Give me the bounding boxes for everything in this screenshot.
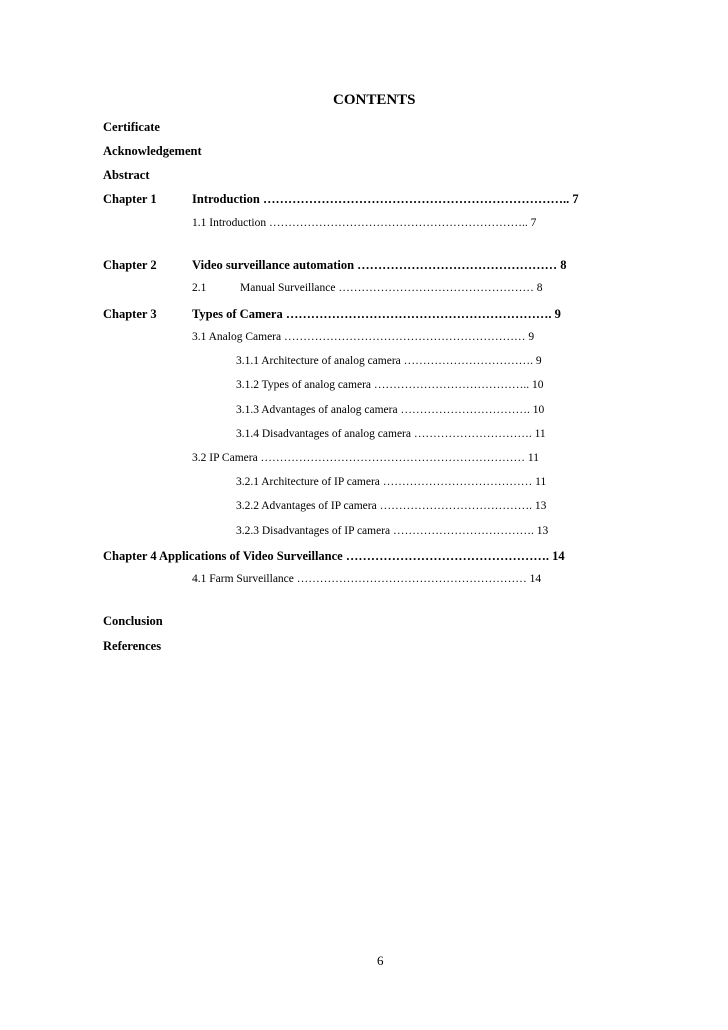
section-3-1-2: 3.1.2 Types of analog camera ………………………………….. 10 (236, 379, 544, 391)
chapter-3-title: Types of Camera ………………………………………………………. 9 (192, 307, 561, 321)
chapter-4-title: Chapter 4 Applications of Video Surveillance …………………………………………. 14 (103, 549, 565, 563)
toc-entry-references: References (103, 639, 162, 653)
section-2-1-number: 2.1 (192, 282, 207, 294)
section-3-1-1: 3.1.1 Architecture of analog camera ……………………………. 9 (236, 355, 542, 367)
section-3-1-3: 3.1.3 Advantages of analog camera ……………………………. 10 (236, 404, 545, 416)
chapter-3-label: Chapter 3 (103, 307, 157, 321)
section-1-1: 1.1 Introduction ………………………………………………………….. 7 (192, 217, 537, 229)
toc-entry-conclusion: Conclusion (103, 614, 163, 628)
section-3-1: 3.1 Analog Camera ……………………………………………………… 9 (192, 331, 535, 343)
section-3-2: 3.2 IP Camera …………………………………………………………… 11 (192, 452, 540, 464)
section-4-1: 4.1 Farm Surveillance …………………………………………………… 14 (192, 573, 542, 585)
section-3-1-4: 3.1.4 Disadvantages of analog camera …………………………. 11 (236, 428, 546, 440)
section-2-1-title: Manual Surveillance …………………………………………… 8 (240, 282, 543, 294)
chapter-2-title: Video surveillance automation ………………………………………… 8 (192, 258, 567, 272)
section-3-2-1: 3.2.1 Architecture of IP camera ………………………………… 11 (236, 476, 547, 488)
chapter-1-label: Chapter 1 (103, 192, 157, 206)
toc-entry-abstract: Abstract (103, 168, 150, 182)
chapter-1-title: Introduction ……………………………………………………………….. 7 (192, 192, 579, 206)
toc-entry-certificate: Certificate (103, 120, 160, 134)
section-3-2-2: 3.2.2 Advantages of IP camera …………………………………. 13 (236, 500, 547, 512)
toc-title: CONTENTS (333, 92, 416, 108)
toc-entry-acknowledgement: Acknowledgement (103, 144, 202, 158)
page-number: 6 (377, 953, 384, 968)
chapter-2-label: Chapter 2 (103, 258, 157, 272)
section-3-2-3: 3.2.3 Disadvantages of IP camera ………………………………. 13 (236, 525, 549, 537)
